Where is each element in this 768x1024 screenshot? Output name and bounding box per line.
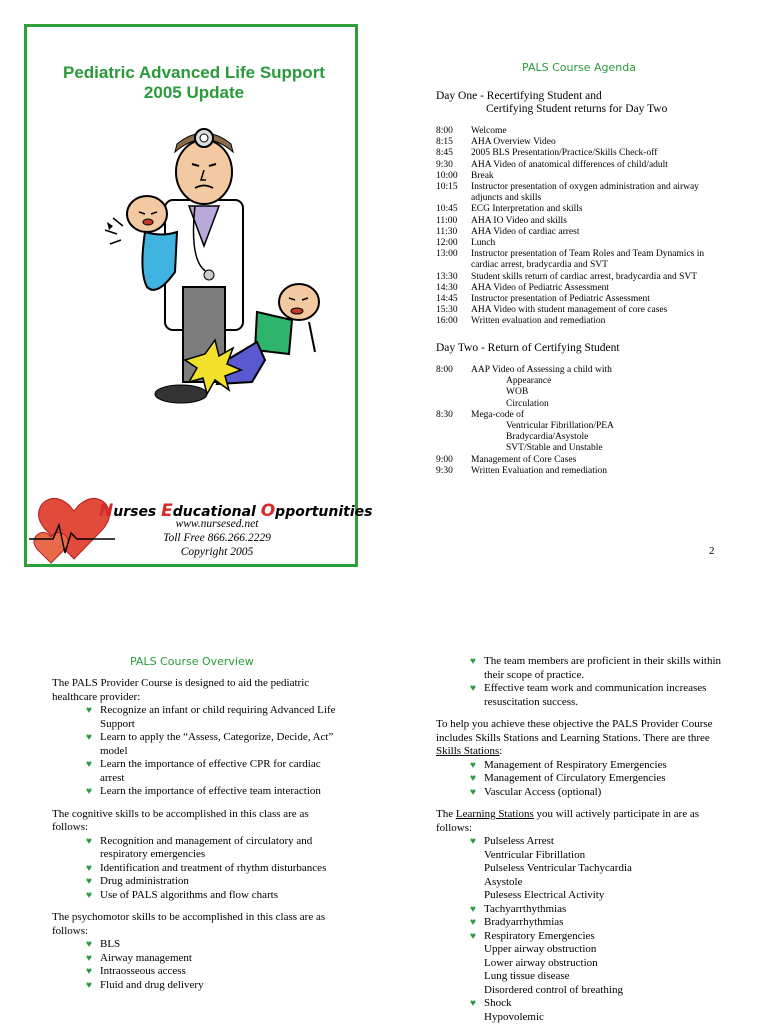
schedule-row [436, 272, 726, 283]
schedule-item: AHA IO Video and skills [471, 215, 567, 226]
list-subitem: Lower airway obstruction [484, 956, 598, 969]
help-paragraph: To help you achieve these objective the PALS Provider Course includes Skills Stations and Learning Stations. There are three Skills Stations: [436, 718, 713, 757]
schedule-time: 8:15 [436, 137, 453, 148]
list-item [436, 997, 726, 1011]
schedule-subitem: SVT/Stable and Unstable [506, 443, 603, 454]
schedule-item: Welcome [471, 126, 507, 136]
schedule-item: AHA Video of cardiac arrest [471, 226, 580, 237]
schedule-row [436, 238, 726, 249]
heart-bullet-icon: ♥ [470, 683, 476, 694]
day-one-heading: Day One - Recertifying Student and [436, 90, 602, 102]
schedule-item: Student skills return of cardiac arrest, bradycardia and SVT [471, 271, 698, 282]
cover-panel [24, 24, 373, 567]
list-item-text: BLS [100, 938, 121, 950]
schedule-time: 9:00 [436, 454, 453, 465]
schedule-time: 10:45 [436, 204, 458, 215]
heart-bullet-icon: ♥ [86, 862, 92, 874]
schedule-item: Lunch [471, 238, 496, 249]
logo-wordmark: Nurses Educational Opportunities [99, 501, 373, 521]
list-item [436, 786, 726, 800]
agenda-title: PALS Course Agenda [522, 61, 636, 74]
list-item [52, 785, 342, 799]
list-item [436, 772, 726, 786]
list-item-text: Recognition and management of circulatory and respiratory emergencies [100, 834, 313, 860]
heart-bullet-icon: ♥ [86, 889, 92, 901]
toll-free-text: Toll Free 866.266.2229 [163, 532, 271, 544]
list-item-text: Shock [484, 997, 512, 1009]
list-item-text: Management of Circulatory Emergencies [484, 772, 666, 784]
schedule-item: ECG Interpretation and skills [471, 204, 583, 215]
schedule-item: Management of Core Cases [471, 454, 577, 465]
heart-bullet-icon: ♥ [470, 836, 476, 847]
psychomotor-paragraph: The psychomotor skills to be accomplished in this class are as follows: [52, 911, 326, 937]
list-item-text: Bradyarrhythmias [484, 916, 564, 928]
heart-bullet-icon: ♥ [470, 917, 476, 928]
day-two-heading: Day Two - Return of Certifying Student [436, 342, 620, 354]
heart-bullet-icon: ♥ [86, 705, 92, 716]
schedule-subitem: Bradycardia/Asystole [506, 432, 589, 443]
day-one-schedule [436, 126, 726, 328]
heart-bullet-icon: ♥ [86, 939, 92, 950]
schedule-item: AHA Overview Video [471, 137, 556, 148]
schedule-row [436, 365, 726, 376]
schedule-row [436, 466, 726, 477]
heart-bullet-icon: ♥ [86, 876, 92, 887]
list-subitem: Disordered control of breathing [484, 983, 623, 996]
intro-list [52, 704, 342, 799]
schedule-item: Mega-code of [471, 409, 525, 420]
list-subitem: Ventricular Fibrillation [484, 848, 586, 861]
cover-title-line2: 2005 Update [143, 83, 245, 102]
schedule-time: 13:30 [436, 271, 458, 282]
schedule-time: 9:30 [436, 159, 453, 170]
list-item-text: Learn to apply the “Assess, Categorize, Decide, Act” model [100, 731, 334, 757]
cover-title [27, 63, 361, 103]
heart-bullet-icon: ♥ [470, 786, 476, 798]
list-subitem: Pulseless Ventricular Tachycardia [484, 862, 632, 874]
list-item-text: Learn the importance of effective CPR for cardiac arrest [100, 758, 321, 784]
list-item [52, 835, 342, 862]
cover-title-line1: Pediatric Advanced Life Support [63, 63, 325, 82]
heart-bullet-icon: ♥ [86, 786, 92, 797]
schedule-time: 9:30 [436, 465, 453, 476]
list-item-text: Management of Respiratory Emergencies [484, 758, 667, 771]
skills-list [436, 759, 726, 800]
schedule-subitem: Circulation [506, 398, 549, 409]
schedule-item: Instructor presentation of Team Roles and Team Dynamics in cardiac arrest, bradycardia and SVT [471, 249, 705, 271]
day-one-heading-line2: Certifying Student returns for Day Two [486, 103, 668, 115]
schedule-row [436, 249, 726, 271]
list-item-text: Identification and treatment of rhythm disturbances [100, 861, 327, 874]
list-item [52, 862, 342, 876]
list-subitem: Lung tissue disease [484, 970, 570, 982]
list-item-text: Vascular Access (optional) [484, 785, 602, 798]
heart-bullet-icon: ♥ [470, 998, 476, 1009]
schedule-row [436, 283, 726, 294]
list-subitem: Pulesess Electrical Activity [484, 889, 605, 901]
schedule-row [436, 227, 726, 238]
schedule-time: 8:30 [436, 409, 453, 420]
list-item-text: Effective team work and communication increases resuscitation success. [484, 682, 707, 708]
cover-contact [117, 517, 317, 559]
schedule-time: 10:00 [436, 170, 458, 181]
list-item [436, 655, 726, 682]
heart-bullet-icon: ♥ [470, 759, 476, 771]
schedule-item: 2005 BLS Presentation/Practice/Skills Check-off [471, 148, 658, 159]
schedule-time: 14:45 [436, 294, 458, 305]
schedule-item: AAP Video of Assessing a child with [471, 365, 612, 375]
heart-bullet-icon: ♥ [470, 930, 476, 942]
list-item [436, 682, 726, 709]
schedule-item: AHA Video of Pediatric Assessment [471, 282, 610, 293]
list-item-text: The team members are proficient in their skills within their scope of practice. [484, 655, 722, 681]
list-item-text: Drug administration [100, 875, 189, 887]
list-item [52, 704, 342, 731]
list-item-text: Airway management [100, 951, 192, 964]
schedule-time: 11:30 [436, 226, 458, 237]
schedule-row [436, 171, 726, 182]
list-item [436, 835, 726, 849]
heart-bullet-icon: ♥ [86, 966, 92, 977]
list-item [436, 903, 726, 917]
schedule-row [436, 216, 726, 227]
list-item-text: Tachyarrthythmias [484, 902, 567, 915]
overview-title: PALS Course Overview [130, 655, 254, 668]
list-item-text: Respiratory Emergencies [484, 929, 595, 942]
schedule-time: 10:15 [436, 182, 458, 193]
schedule-item: AHA Video with student management of core cases [471, 305, 668, 316]
cognitive-paragraph: The cognitive skills to be accomplished in this class are as follows: [52, 807, 309, 833]
list-subitem: Hypovolemic [484, 1010, 544, 1023]
list-item [52, 938, 342, 952]
schedule-item: Written evaluation and remediation [471, 316, 606, 327]
list-subitem: Upper airway obstruction [484, 943, 597, 955]
list-item-text: Use of PALS algorithms and flow charts [100, 888, 279, 901]
list-item [436, 759, 726, 773]
schedule-row [436, 204, 726, 215]
schedule-time: 11:00 [436, 215, 458, 226]
list-item-text: Recognize an infant or child requiring Advanced Life Support [100, 704, 336, 730]
schedule-row [436, 410, 726, 421]
schedule-item: Break [471, 170, 494, 181]
heart-bullet-icon: ♥ [86, 732, 92, 743]
heart-bullet-icon: ♥ [470, 903, 476, 915]
schedule-time: 13:00 [436, 249, 458, 260]
list-item-text: Fluid and drug delivery [100, 978, 204, 991]
overview-right-column [436, 655, 726, 1024]
psychomotor-list [52, 938, 342, 992]
schedule-time: 8:00 [436, 126, 453, 136]
page-number: 2 [709, 545, 715, 557]
schedule-row [436, 160, 726, 171]
learning-paragraph: The Learning Stations you will actively participate in are as follows: [436, 808, 700, 834]
heart-bullet-icon: ♥ [86, 979, 92, 991]
list-item-text: Intraosseous access [100, 965, 186, 977]
list-item-text: Learn the importance of effective team interaction [100, 785, 321, 797]
schedule-time: 14:30 [436, 282, 458, 293]
heart-bullet-icon: ♥ [470, 656, 476, 667]
list-item [436, 930, 726, 944]
heart-bullet-icon: ♥ [86, 835, 92, 847]
schedule-time: 12:00 [436, 238, 458, 249]
schedule-subitem: WOB [506, 387, 529, 398]
schedule-time: 16:00 [436, 316, 458, 327]
schedule-subitem: Ventricular Fibrillation/PEA [506, 421, 614, 432]
schedule-row [436, 294, 726, 305]
heart-bullet-icon: ♥ [86, 952, 92, 964]
schedule-row [436, 182, 726, 204]
website-text: www.nursesed.net [175, 518, 259, 530]
schedule-row [436, 137, 726, 148]
list-item [436, 916, 726, 930]
schedule-row [436, 455, 726, 466]
intro-paragraph: The PALS Provider Course is designed to aid the pediatric healthcare provider: [52, 677, 310, 703]
day-two-schedule [436, 365, 726, 477]
list-item [52, 731, 342, 758]
list-item [52, 979, 342, 993]
schedule-item: AHA Video of anatomical differences of child/adult [471, 159, 668, 170]
list-item [52, 952, 342, 966]
list-item-text: Pulseless Arrest [484, 835, 554, 847]
schedule-row [436, 126, 726, 137]
learning-stations-term: Learning Stations [455, 808, 534, 820]
schedule-time: 8:00 [436, 365, 453, 375]
list-item [52, 758, 342, 785]
schedule-row [436, 316, 726, 327]
schedule-time: 8:45 [436, 148, 453, 159]
copyright-text: Copyright 2005 [180, 546, 254, 558]
schedule-item: Written Evaluation and remediation [471, 465, 608, 476]
schedule-item: Instructor presentation of oxygen administration and airway adjuncts and skills [471, 182, 699, 204]
list-item [52, 965, 342, 979]
learning-list [436, 835, 726, 1024]
schedule-subitem: Appearance [506, 376, 552, 387]
hearts-logo [29, 487, 119, 567]
schedule-row [436, 148, 726, 159]
schedule-time: 15:30 [436, 305, 458, 316]
list-item [52, 875, 342, 889]
schedule-row [436, 305, 726, 316]
list-item [52, 889, 342, 903]
list-subitem: Asystole [484, 875, 523, 888]
heart-bullet-icon: ♥ [470, 773, 476, 784]
cognitive-list [52, 835, 342, 903]
heart-bullet-icon: ♥ [86, 759, 92, 770]
schedule-item: Instructor presentation of Pediatric Assessment [471, 294, 650, 305]
overview-left-column [52, 677, 342, 992]
doctor-with-children-illustration [77, 122, 327, 412]
team-list [436, 655, 726, 709]
skills-stations-term: Skills Stations [436, 745, 500, 757]
